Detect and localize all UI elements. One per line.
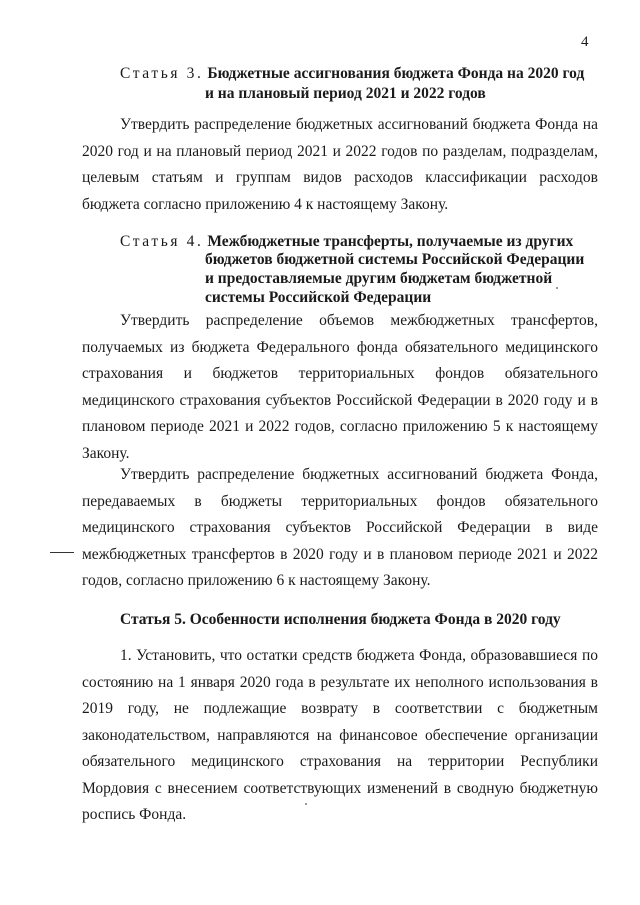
scan-speck (556, 287, 558, 289)
article-4-text-1: Утвердить распределение объемов межбюджетных трансфертов, получаемых из бюджета Федерального фонда обязательного медицинского страхования и бюджетов территориальных фондов обязательного медицинского страхования субъектов Российской Федерации в 2020 году и в плановом периоде 2021 и 2022 годов, согласно приложению 5 к настоящему Закону. (82, 312, 598, 462)
article-3-label: Статья 3. (120, 65, 204, 82)
article-3-text: Утвердить распределение бюджетных ассигнований бюджета Фонда на 2020 год и на плановый период 2021 и 2022 годов по разделам, подразделам, целевым статьям и группам видов расходов классификации расходов бюджета согласно приложению 4 к настоящему Закону. (82, 116, 598, 213)
article-4-label: Статья 4. (120, 233, 204, 250)
scan-speck (305, 803, 307, 805)
article-4-paragraph-1 (82, 308, 598, 467)
article-4-title-line1: Межбюджетные трансферты, получаемые из других (207, 233, 574, 250)
page-number: 4 (581, 34, 589, 50)
article-5-heading (120, 610, 561, 629)
article-5-paragraph (82, 643, 598, 829)
article-4-text-2: Утвердить распределение бюджетных ассигнований бюджета Фонда, передаваемых в бюджеты территориальных фондов обязательного медицинского страхования субъектов Российской Федерации в виде межбюджетных трансфертов в 2020 году и в плановом периоде 2021 и 2022 годов, согласно приложению 6 к настоящему Закону. (82, 466, 598, 589)
article-5-title: Статья 5. Особенности исполнения бюджета Фонда в 2020 году (120, 611, 561, 628)
article-3-heading-cont (205, 84, 486, 103)
article-4-heading (120, 232, 573, 251)
article-3-title-line2: и на плановый период 2021 и 2022 годов (205, 85, 486, 102)
article-4-title-line2: бюджетов бюджетной системы Российской Федерации (205, 251, 585, 268)
article-3-title-line1: Бюджетные ассигнования бюджета Фонда на 2020 год (207, 65, 585, 82)
article-4-title-line3: и предоставляемые другим бюджетам бюджетной (205, 270, 553, 287)
article-3-paragraph (82, 112, 598, 218)
margin-mark (50, 552, 74, 553)
article-3-heading (120, 64, 584, 83)
article-4-title-line4: системы Российской Федерации (205, 289, 432, 306)
article-4-heading-cont (205, 250, 584, 307)
article-5-text: 1. Установить, что остатки средств бюджета Фонда, образовавшиеся по состоянию на 1 января 2020 года в результате их неполного использования в 2019 году, не подлежащие возврату в соответствии с бюджетным законодательством, направляются на финансовое обеспечение организации обязательного медицинского страхования на территории Республики Мордовия с внесением соответствующих изменений в сводную бюджетную роспись Фонда. (82, 647, 598, 823)
article-4-paragraph-2 (82, 462, 598, 595)
